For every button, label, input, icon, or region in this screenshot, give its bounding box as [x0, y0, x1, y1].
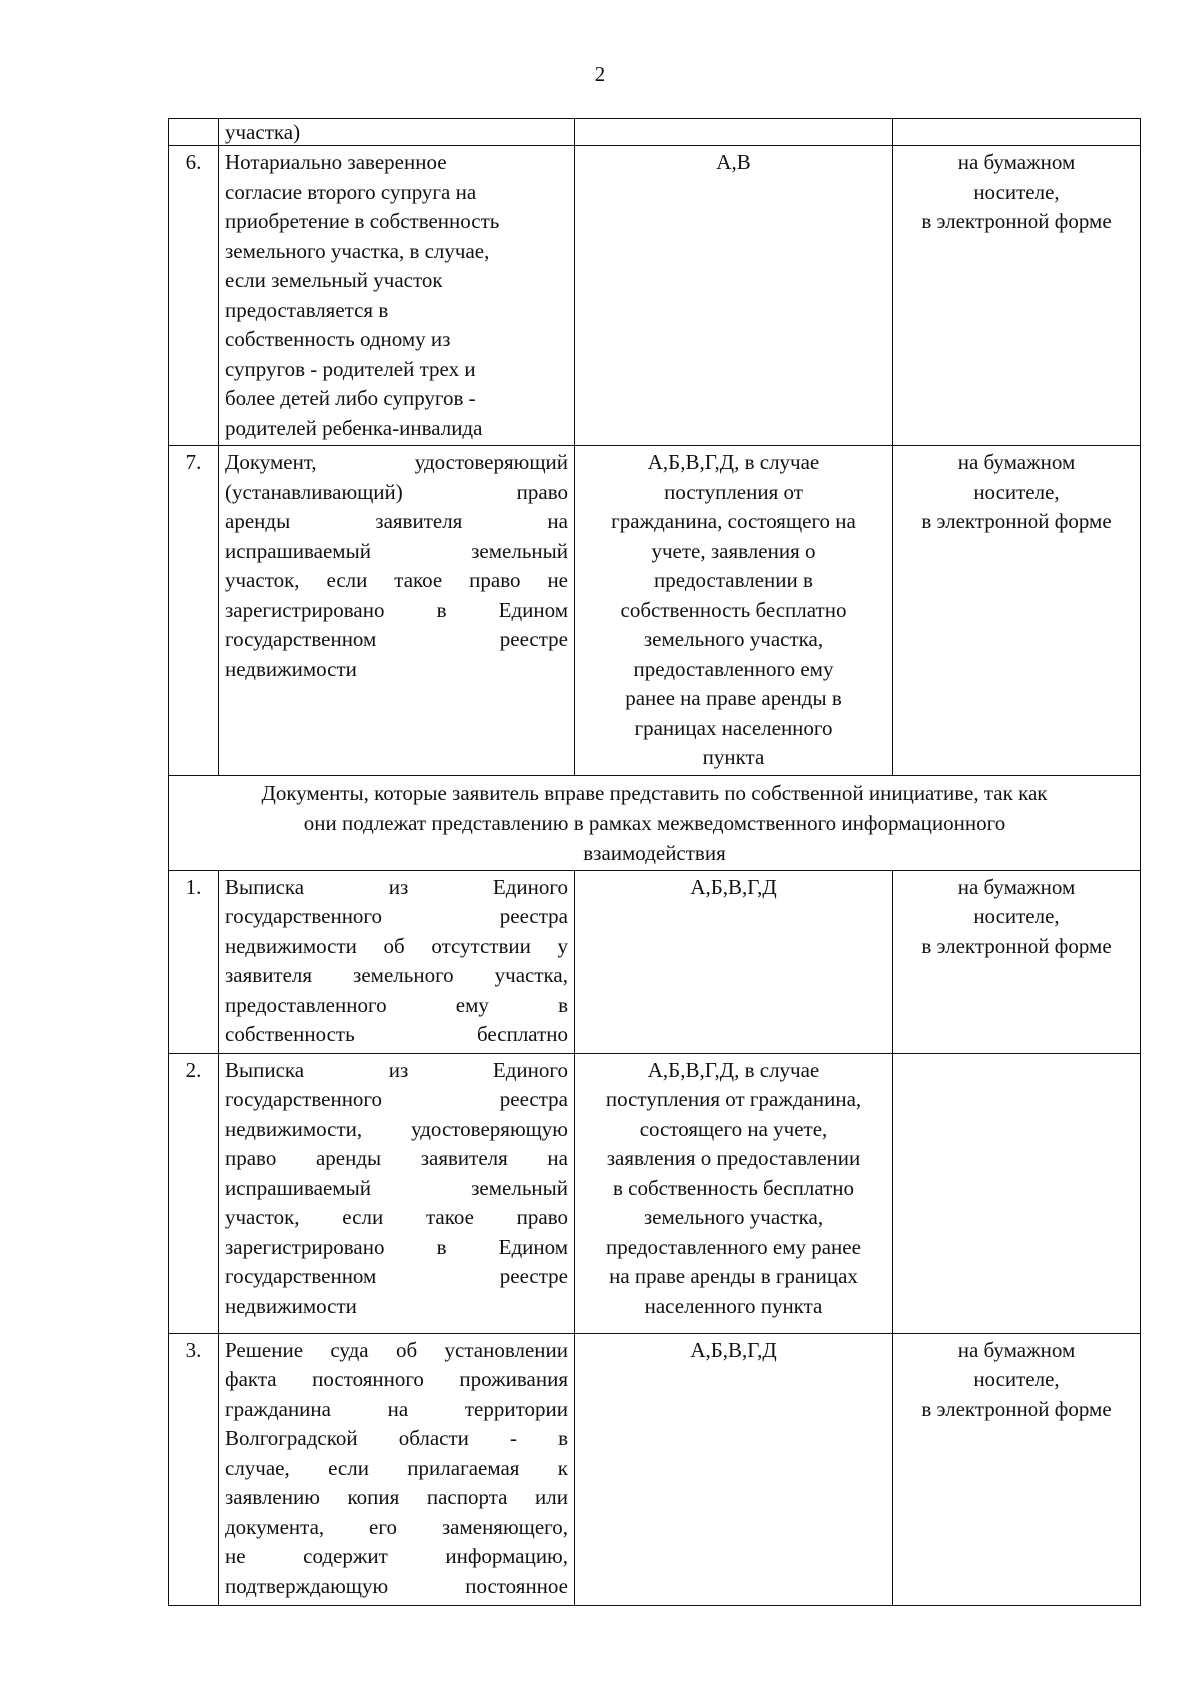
table-row-continuation [169, 119, 1141, 146]
document-cell-line: аренды заявителя на [225, 509, 568, 533]
row-number: 6. [169, 146, 219, 446]
row-number: 2. [169, 1053, 219, 1333]
document-cell-line: государственном реестре [225, 627, 568, 651]
section-header [169, 775, 1141, 870]
document-cell-line: заявлению копия паспорта или [225, 1485, 568, 1509]
form-cell-line: носителе, [973, 179, 1060, 204]
applicants-cell-line: на праве аренды в границах [609, 1264, 858, 1288]
document-cell-line: государственного реестра [225, 1087, 568, 1111]
applicants-cell-line: населенного пункта [644, 1293, 823, 1318]
document-cell-line: Решение суда об установлении [225, 1337, 568, 1362]
document-cell-line: Выписка из Единого [225, 1057, 568, 1082]
form-cell [893, 119, 1141, 146]
applicants-cell [575, 446, 893, 776]
document-cell-line: государственного реестра [225, 904, 568, 928]
document-cell-line: зарегистрировано в Едином [225, 1234, 568, 1259]
row-number: 1. [169, 870, 219, 1053]
document-cell-line: документа, его заменяющего, [225, 1514, 568, 1539]
row-number: 7. [169, 446, 219, 776]
document-cell-line: заявителя земельного участка, [225, 963, 568, 987]
applicants-cell-line: предоставленного ему [633, 656, 834, 681]
document-cell [219, 1053, 575, 1333]
form-cell [893, 1333, 1141, 1605]
section-header-line: взаимодействия [583, 840, 726, 865]
form-cell-line: на бумажном [957, 1337, 1076, 1362]
document-cell-line: Выписка из Единого [225, 874, 568, 899]
form-cell-line: на бумажном [957, 450, 1076, 474]
document-cell-line: собственность бесплатно [225, 1022, 568, 1046]
document-cell-line: не содержит информацию, [225, 1544, 568, 1568]
form-cell-line: в электронной форме [921, 209, 1112, 233]
document-cell-line: недвижимости об отсутствии у [225, 933, 568, 958]
document-cell-line: участок, если такое право не [225, 568, 568, 592]
applicants-cell-line: предоставлении в [654, 568, 813, 592]
section-header-line: они подлежат представлению в рамках межведомственного информационного [303, 810, 1006, 835]
applicants-cell-line: поступления от гражданина, [605, 1087, 862, 1111]
document-cell-line: зарегистрировано в Едином [225, 597, 568, 622]
table-row [169, 1053, 1141, 1333]
document-cell-line: факта постоянного проживания [225, 1367, 568, 1391]
applicants-cell-line: А,Б,В,Г,Д [690, 874, 777, 899]
applicants-cell-line: земельного участка, [643, 1205, 824, 1229]
form-cell [893, 870, 1141, 1053]
form-cell-line: носителе, [973, 904, 1060, 928]
document-cell-line: случае, если прилагаемая к [225, 1455, 568, 1480]
document-cell-line: согласие второго супруга на [225, 179, 477, 204]
document-cell [219, 146, 575, 446]
table-row [169, 446, 1141, 776]
form-cell [893, 1053, 1141, 1333]
applicants-cell-line: поступления от [664, 479, 803, 504]
form-cell-line: в электронной форме [921, 933, 1112, 958]
table-row [169, 146, 1141, 446]
document-cell-line: (устанавливающий) право [225, 479, 568, 504]
applicants-cell-line: А,Б,В,Г,Д, в случае [647, 1057, 820, 1082]
document-cell-line: более детей либо супругов - [225, 386, 476, 410]
document-cell-line: супругов - родителей трех и [225, 356, 476, 381]
document-cell-line: недвижимости, удостоверяющую [225, 1116, 568, 1141]
document-cell [219, 1333, 575, 1605]
document-cell-line: предоставляется в [225, 297, 389, 322]
document-cell-line: испрашиваемый земельный [225, 538, 568, 563]
section-header-line: Документы, которые заявитель вправе представить по собственной инициативе, так как [261, 780, 1048, 805]
form-cell-line: на бумажном [957, 874, 1076, 899]
applicants-cell [575, 1053, 893, 1333]
document-cell-line: недвижимости [225, 656, 357, 681]
table-row [169, 870, 1141, 1053]
row-number: 3. [169, 1333, 219, 1605]
applicants-cell-line: ранее на праве аренды в [625, 686, 842, 710]
applicants-cell [575, 1333, 893, 1605]
document-cell-line: Волгоградской области - в [225, 1426, 568, 1450]
document-cell-line: право аренды заявителя на [225, 1146, 568, 1170]
continuation-text: участка) [225, 120, 301, 144]
document-cell-line: приобретение в собственность [225, 209, 500, 233]
document-cell-line: предоставленного ему в [225, 992, 568, 1017]
number-cell [169, 119, 219, 146]
applicants-cell [575, 146, 893, 446]
document-cell-line: государственном реестре [225, 1264, 568, 1288]
applicants-cell-line: пункта [702, 745, 765, 769]
applicants-cell-line: состоящего на учете, [639, 1116, 828, 1141]
form-cell-line: носителе, [973, 1367, 1060, 1391]
form-cell [893, 146, 1141, 446]
document-cell-line: гражданина на территории [225, 1396, 568, 1421]
document-cell [219, 446, 575, 776]
applicants-cell-line: границах населенного [634, 715, 833, 740]
page-number: 2 [594, 62, 606, 86]
document-cell-line: Документ, удостоверяющий [225, 450, 568, 474]
applicants-cell-line: гражданина, состоящего на [611, 509, 856, 533]
applicants-cell-line: в собственность бесплатно [612, 1175, 855, 1200]
documents-table [168, 118, 1141, 1606]
document-cell-line: участок, если такое право [225, 1205, 568, 1229]
applicants-cell-line: А,Б,В,Г,Д, в случае [647, 450, 820, 474]
applicants-cell [575, 870, 893, 1053]
document-cell-line: подтверждающую постоянное [225, 1573, 568, 1598]
section-header-row [169, 775, 1141, 870]
applicants-cell-line: предоставленного ему ранее [606, 1234, 861, 1259]
applicants-cell-line: земельного участка, [643, 627, 824, 651]
table-row [169, 1333, 1141, 1605]
form-cell-line: в электронной форме [921, 1396, 1112, 1421]
form-cell-line: носителе, [973, 479, 1060, 504]
document-cell-line: если земельный участок [225, 268, 443, 292]
document-cell-line: недвижимости [225, 1293, 357, 1318]
applicants-cell-line: собственность бесплатно [620, 597, 847, 622]
document-cell-line: испрашиваемый земельный [225, 1175, 568, 1200]
document-cell-line: Нотариально заверенное [225, 150, 447, 174]
form-cell-line: в электронной форме [921, 509, 1112, 533]
applicants-cell-line: А,Б,В,Г,Д [690, 1337, 777, 1362]
document-cell-line: собственность одному из [225, 327, 451, 351]
form-cell [893, 446, 1141, 776]
document-cell-line: земельного участка, в случае, [225, 238, 490, 263]
applicants-cell [575, 119, 893, 146]
applicants-cell-line: А,В [716, 150, 751, 174]
form-cell-line: на бумажном [957, 150, 1076, 174]
document-cell-line: родителей ребенка-инвалида [225, 415, 483, 440]
applicants-cell-line: учете, заявления о [651, 538, 816, 563]
document-cell [219, 870, 575, 1053]
applicants-cell-line: заявления о предоставлении [606, 1146, 861, 1170]
document-cell [219, 119, 575, 146]
